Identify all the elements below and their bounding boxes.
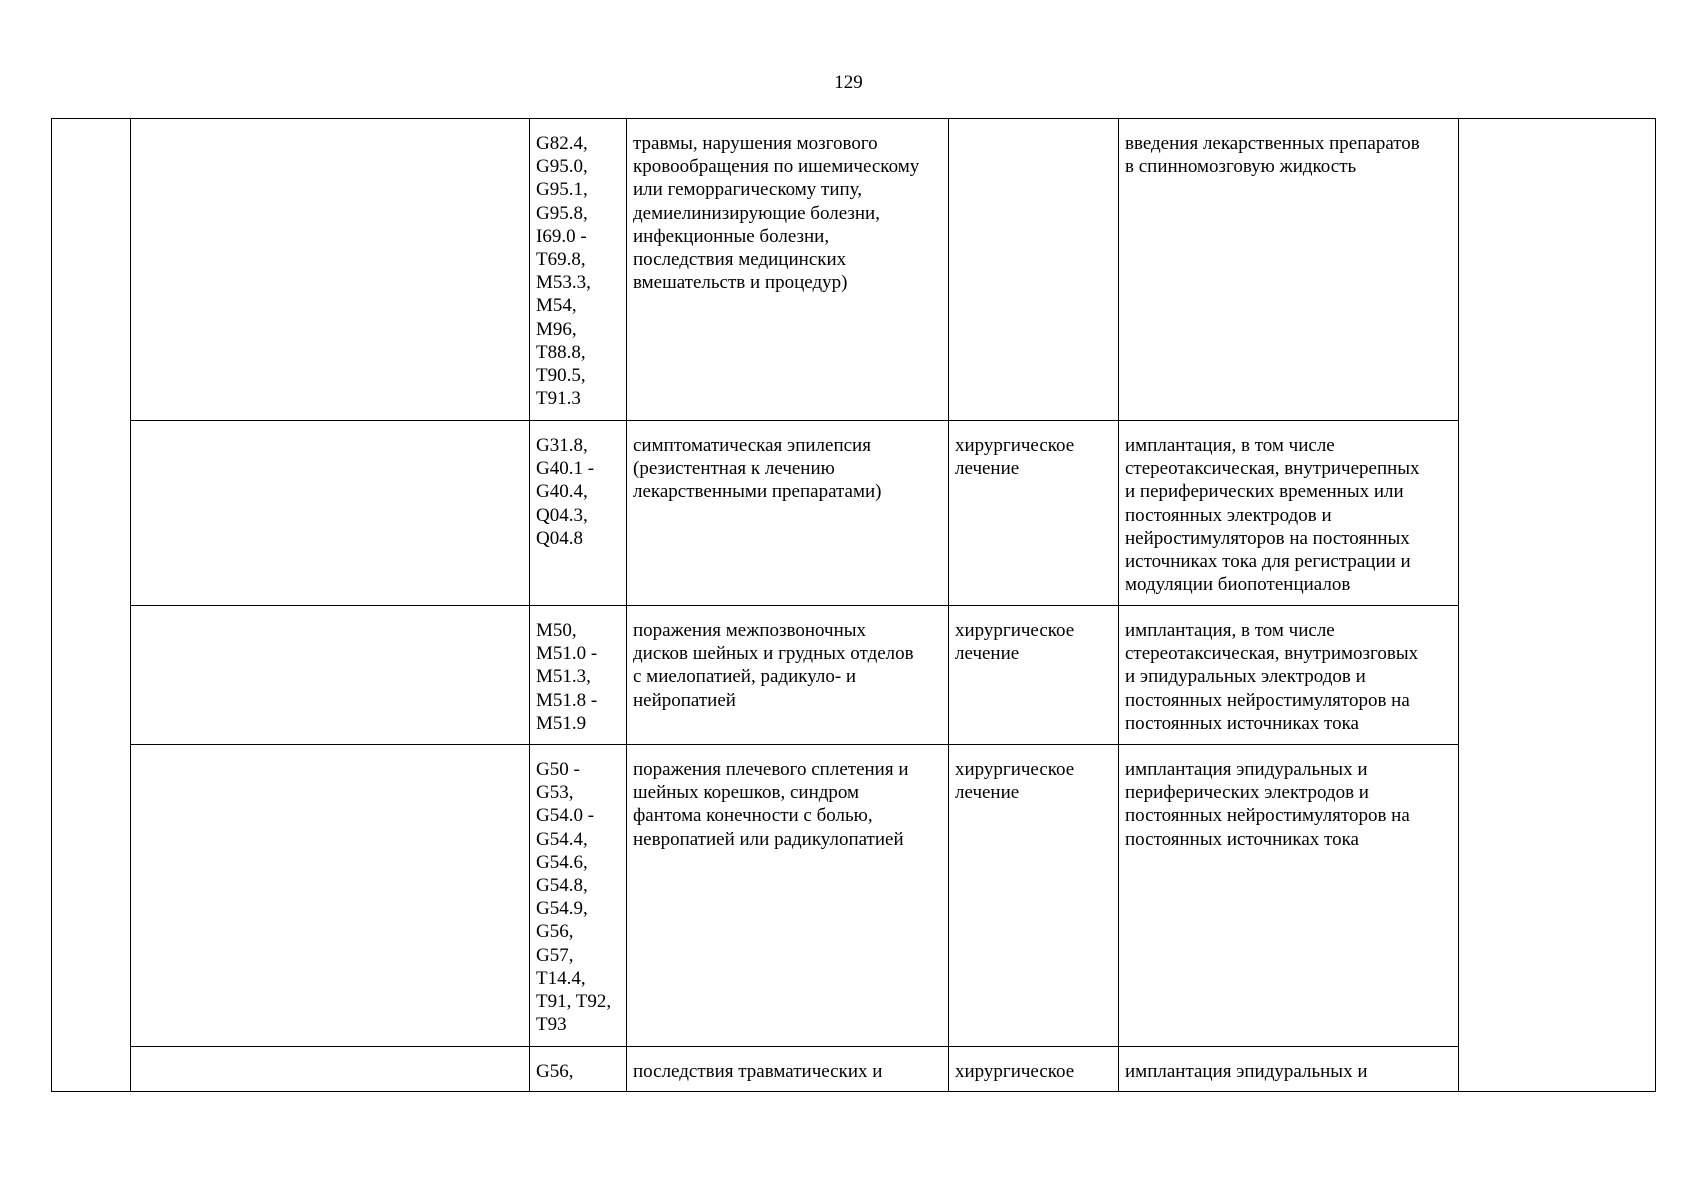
cell-text-line: имплантация, в том числе bbox=[1125, 435, 1335, 456]
patient-model-cell bbox=[627, 1047, 949, 1092]
cell-text-line: постоянных источниках тока bbox=[1125, 712, 1359, 734]
cell-text-line: M53.3, bbox=[536, 272, 591, 294]
cell-text-line: G54.0 - bbox=[536, 805, 595, 827]
cell-text-line: M51.0 - bbox=[536, 643, 598, 665]
treatment-type-cell bbox=[949, 606, 1119, 745]
cell-text-line: хирургическое bbox=[955, 620, 1075, 641]
cell-text-line: G54.8, bbox=[536, 875, 588, 897]
patient-model-cell bbox=[627, 606, 949, 745]
cell-text-line: лечение bbox=[955, 643, 1020, 665]
icd-code-cell bbox=[530, 119, 627, 421]
care-type-cell bbox=[131, 119, 530, 421]
cell-text-line: G95.1, bbox=[536, 179, 588, 201]
cell-text-line: G53, bbox=[536, 782, 574, 804]
cell-text-line: T88.8, bbox=[536, 341, 586, 363]
cell-text-line: M50, bbox=[536, 620, 577, 641]
icd-code-cell bbox=[530, 606, 627, 745]
cell-text-line: последствия травматических и bbox=[633, 1061, 883, 1082]
cell-text-line: стереотаксическая, внутричерепных bbox=[1125, 458, 1420, 480]
cell-text-line: T14.4, bbox=[536, 967, 586, 989]
treatment-method-cell bbox=[1119, 745, 1459, 1047]
cell-text-line: M51.9 bbox=[536, 712, 587, 734]
cell-text-line: демиелинизирующие болезни, bbox=[633, 202, 880, 224]
cell-text-line: G50 - bbox=[536, 759, 580, 780]
icd-code-cell bbox=[530, 1047, 627, 1092]
cell-text-line: или геморрагическому типу, bbox=[633, 179, 863, 201]
cell-text-line: G95.8, bbox=[536, 202, 588, 224]
table-body bbox=[52, 119, 1656, 1092]
cell-text-line: G40.4, bbox=[536, 481, 588, 503]
treatment-method-cell bbox=[1119, 1047, 1459, 1092]
cell-text-line: шейных корешков, синдром bbox=[633, 782, 860, 804]
cell-text-line: постоянных источниках тока bbox=[1125, 828, 1359, 850]
cell-text-line: G95.0, bbox=[536, 156, 588, 178]
cell-text-line: нейропатией bbox=[633, 689, 736, 711]
cell-text-line: постоянных нейростимуляторов на bbox=[1125, 805, 1410, 827]
cell-text-line: G54.4, bbox=[536, 828, 588, 850]
cell-text-line: поражения межпозвоночных bbox=[633, 620, 867, 641]
cell-text-line: M54, bbox=[536, 295, 577, 317]
cell-text-line: периферических электродов и bbox=[1125, 782, 1369, 804]
icd-code-cell bbox=[530, 745, 627, 1047]
cell-text-line: источниках тока для регистрации и bbox=[1125, 551, 1411, 573]
cell-text-line: M51.3, bbox=[536, 666, 591, 688]
number-cell bbox=[52, 119, 131, 1092]
treatment-method-cell bbox=[1119, 606, 1459, 745]
cell-text-line: G54.9, bbox=[536, 898, 588, 920]
cell-text-line: M96, bbox=[536, 318, 577, 340]
table-row bbox=[52, 1047, 1656, 1092]
cell-text-line: G31.8, bbox=[536, 435, 588, 456]
cell-text-line: (резистентная к лечению bbox=[633, 458, 835, 480]
care-type-cell bbox=[131, 1047, 530, 1092]
care-type-cell bbox=[131, 745, 530, 1047]
cell-text-line: T91, T92, bbox=[536, 991, 612, 1013]
cell-text-line: дисков шейных и грудных отделов bbox=[633, 643, 914, 665]
cell-text-line: в спинномозговую жидкость bbox=[1125, 156, 1357, 178]
cell-text-line: G54.6, bbox=[536, 851, 588, 873]
table-row bbox=[52, 745, 1656, 1047]
patient-model-cell bbox=[627, 745, 949, 1047]
cell-text-line: вмешательств и процедур) bbox=[633, 272, 848, 294]
cell-text-line: последствия медицинских bbox=[633, 249, 847, 271]
treatment-type-cell bbox=[949, 745, 1119, 1047]
cell-text-line: невропатией или радикулопатией bbox=[633, 828, 904, 850]
cell-text-line: T69.8, bbox=[536, 249, 586, 271]
cell-text-line: лечение bbox=[955, 782, 1020, 804]
cell-text-line: G56, bbox=[536, 921, 574, 943]
care-type-cell bbox=[131, 421, 530, 606]
cell-text-line: стереотаксическая, внутримозговых bbox=[1125, 643, 1419, 665]
table-row bbox=[52, 606, 1656, 745]
cell-text-line: симптоматическая эпилепсия bbox=[633, 435, 871, 456]
cell-text-line: поражения плечевого сплетения и bbox=[633, 759, 909, 780]
cell-text-line: G57, bbox=[536, 944, 574, 966]
cell-text-line: модуляции биопотенциалов bbox=[1125, 574, 1351, 596]
cell-text-line: постоянных электродов и bbox=[1125, 504, 1332, 526]
page-number: 129 bbox=[834, 72, 863, 93]
cell-text-line: фантома конечности с болью, bbox=[633, 805, 873, 827]
treatment-type-cell bbox=[949, 119, 1119, 421]
cell-text-line: Q04.8 bbox=[536, 527, 583, 549]
cell-text-line: имплантация эпидуральных и bbox=[1125, 759, 1368, 780]
cell-text-line: I69.0 - bbox=[536, 225, 587, 247]
cell-text-line: хирургическое bbox=[955, 759, 1075, 780]
cell-text-line: M51.8 - bbox=[536, 689, 598, 711]
cell-text-line: Q04.3, bbox=[536, 504, 588, 526]
medical-care-table bbox=[51, 118, 1656, 1092]
cell-text-line: хирургическое bbox=[955, 435, 1075, 456]
patient-model-cell bbox=[627, 421, 949, 606]
cell-text-line: имплантация эпидуральных и bbox=[1125, 1061, 1368, 1082]
cell-text-line: введения лекарственных препаратов bbox=[1125, 133, 1420, 154]
cell-text-line: кровообращения по ишемическому bbox=[633, 156, 920, 178]
cell-text-line: инфекционные болезни, bbox=[633, 225, 830, 247]
cell-text-line: и эпидуральных электродов и bbox=[1125, 666, 1366, 688]
cell-text-line: T91.3 bbox=[536, 388, 581, 410]
cell-text-line: травмы, нарушения мозгового bbox=[633, 133, 878, 154]
cell-text-line: G82.4, bbox=[536, 133, 588, 154]
patient-model-cell bbox=[627, 119, 949, 421]
cell-text-line: лекарственными препаратами) bbox=[633, 481, 882, 503]
cell-text-line: T90.5, bbox=[536, 365, 586, 387]
cell-text-line: лечение bbox=[955, 458, 1020, 480]
treatment-type-cell bbox=[949, 1047, 1119, 1092]
cell-text-line: постоянных нейростимуляторов на bbox=[1125, 689, 1410, 711]
table-row bbox=[52, 421, 1656, 606]
cost-cell bbox=[1459, 119, 1656, 1092]
table-row bbox=[52, 119, 1656, 421]
cell-text-line: хирургическое bbox=[955, 1061, 1075, 1082]
cell-text-line: имплантация, в том числе bbox=[1125, 620, 1335, 641]
cell-text-line: с миелопатией, радикуло- и bbox=[633, 666, 857, 688]
cell-text-line: и периферических временных или bbox=[1125, 481, 1404, 503]
treatment-type-cell bbox=[949, 421, 1119, 606]
treatment-method-cell bbox=[1119, 421, 1459, 606]
cell-text-line: G40.1 - bbox=[536, 458, 595, 480]
cell-text-line: нейростимуляторов на постоянных bbox=[1125, 527, 1410, 549]
cell-text-line: T93 bbox=[536, 1014, 567, 1036]
cell-text-line: G56, bbox=[536, 1061, 574, 1082]
care-type-cell bbox=[131, 606, 530, 745]
treatment-method-cell bbox=[1119, 119, 1459, 421]
icd-code-cell bbox=[530, 421, 627, 606]
